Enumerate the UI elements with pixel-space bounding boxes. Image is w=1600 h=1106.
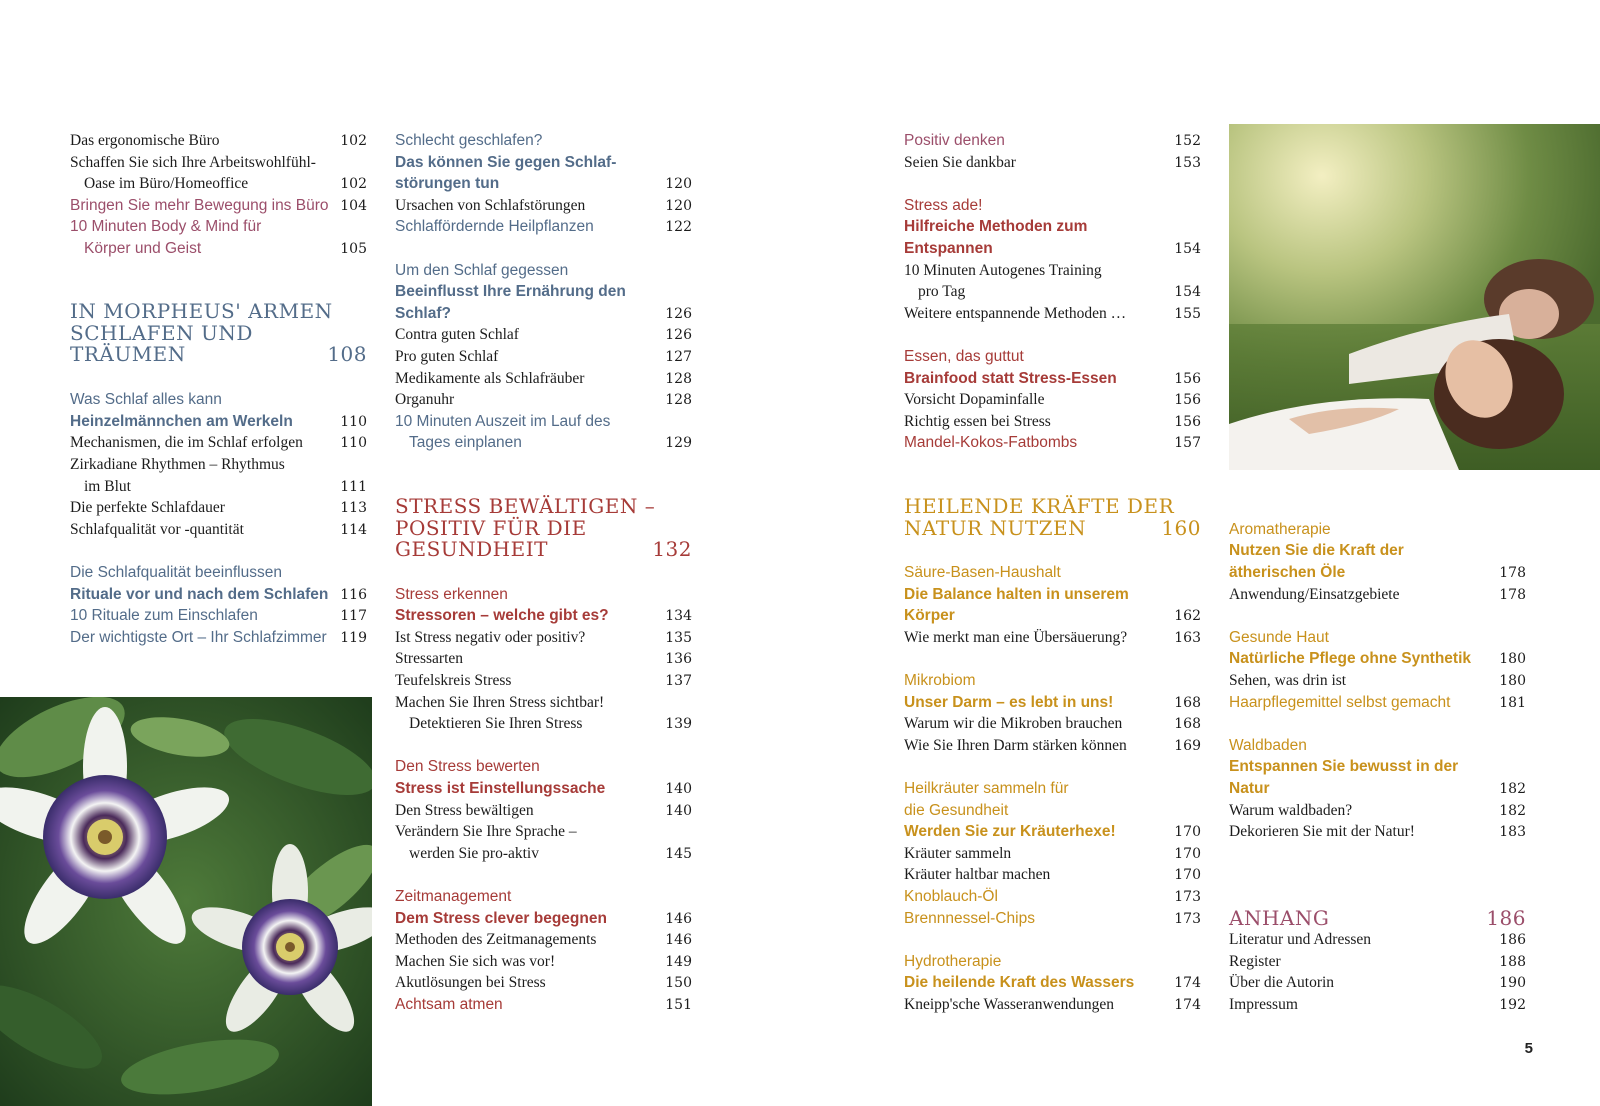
toc-entry[interactable]: Methoden des Zeitmanagements 146 <box>395 931 692 949</box>
section-kicker: Stress ade! <box>904 196 983 214</box>
toc-entry[interactable]: Oase im Büro/Homeoffice 102 <box>84 175 367 193</box>
toc-entry[interactable]: werden Sie pro-aktiv 145 <box>409 844 692 862</box>
toc-entry[interactable]: Register 188 <box>1229 952 1526 970</box>
section-kicker: Waldbaden <box>1229 736 1307 754</box>
toc-entry[interactable]: Sehen, was drin ist 180 <box>1229 672 1526 689</box>
toc-entry[interactable]: Literatur und Adressen 186 <box>1229 931 1526 949</box>
toc-entry[interactable]: Stressarten 136 <box>395 650 692 668</box>
toc-entry[interactable]: Kräuter sammeln 170 <box>904 844 1201 862</box>
toc-entry[interactable]: Achtsam atmen 151 <box>395 996 692 1013</box>
toc-entry[interactable]: Schlaffördernde Heilpflanzen 122 <box>395 218 692 236</box>
toc-entry[interactable]: Akutlösungen bei Stress 150 <box>395 974 692 992</box>
section-headline[interactable]: Entspannen Sie bewusst in der <box>1229 758 1459 776</box>
toc-entry[interactable]: Positiv denken 152 <box>904 132 1201 149</box>
toc-entry[interactable]: Machen Sie Ihren Stress sichtbar! <box>395 693 605 711</box>
section-kicker: Um den Schlaf gegessen <box>395 261 569 279</box>
toc-entry[interactable]: Verändern Sie Ihre Sprache – <box>395 823 577 841</box>
section-kicker: Was Schlaf alles kann <box>70 391 222 409</box>
toc-entry[interactable]: Richtig essen bei Stress 156 <box>904 412 1201 430</box>
women-relaxing-icon <box>1229 124 1600 470</box>
women-relaxing-photo <box>1229 124 1600 470</box>
toc-entry[interactable]: 10 Rituale zum Einschlafen 117 <box>70 607 367 625</box>
chapter-heading[interactable]: ANHANG 186 <box>1229 906 1526 930</box>
section-headline[interactable]: Dem Stress clever begegnen 146 <box>395 909 692 927</box>
passion-flower-icon <box>0 697 372 1106</box>
toc-entry[interactable]: Teufelskreis Stress 137 <box>395 672 692 689</box>
toc-entry[interactable]: Wie merkt man eine Übersäuerung? 163 <box>904 628 1201 646</box>
section-headline[interactable]: Rituale vor und nach dem Schlafen 116 <box>70 585 367 603</box>
section-headline[interactable]: Schlaf? 126 <box>395 304 692 322</box>
toc-entry[interactable]: Mandel-Kokos-Fatbombs 157 <box>904 434 1201 452</box>
section-kicker: die Gesundheit <box>904 801 1009 819</box>
toc-entry[interactable]: Schaffen Sie sich Ihre Arbeitswohlfühl- <box>70 153 316 171</box>
section-kicker: Zeitmanagement <box>395 888 512 905</box>
toc-entry[interactable]: Die perfekte Schlafdauer 113 <box>70 499 367 517</box>
toc-entry[interactable]: Medikamente als Schlafräuber 128 <box>395 369 692 387</box>
section-kicker: Mikrobiom <box>904 672 976 689</box>
toc-entry[interactable]: Anwendung/Einsatzgebiete 178 <box>1229 585 1526 603</box>
section-headline[interactable]: störungen tun 120 <box>395 175 692 193</box>
section-headline[interactable]: Unser Darm – es lebt in uns! 168 <box>904 693 1201 711</box>
toc-entry[interactable]: Dekorieren Sie mit der Natur! 183 <box>1229 823 1526 841</box>
toc-entry[interactable]: Impressum 192 <box>1229 996 1526 1013</box>
toc-entry[interactable]: im Blut 111 <box>84 477 367 495</box>
toc-entry[interactable]: Mechanismen, die im Schlaf erfolgen 110 <box>70 434 367 452</box>
toc-entry[interactable]: Machen Sie sich was vor! 149 <box>395 952 692 970</box>
section-headline[interactable]: Heinzelmännchen am Werkeln 110 <box>70 412 367 430</box>
section-headline[interactable]: ätherischen Öle 178 <box>1229 564 1526 581</box>
toc-entry[interactable]: Pro guten Schlaf 127 <box>395 348 692 365</box>
section-headline[interactable]: Stressoren – welche gibt es? 134 <box>395 607 692 625</box>
toc-entry[interactable]: Tages einplanen 129 <box>409 434 692 452</box>
toc-entry[interactable]: Körper und Geist 105 <box>84 240 367 257</box>
passion-flower-photo <box>0 697 372 1106</box>
chapter-heading[interactable]: HEILENDE KRÄFTE DER NATUR NUTZEN 160 <box>904 494 1201 540</box>
section-headline[interactable]: Beeinflusst Ihre Ernährung den <box>395 283 626 301</box>
section-kicker: Säure-Basen-Haushalt <box>904 564 1061 581</box>
section-headline[interactable]: Natur 182 <box>1229 780 1526 797</box>
section-kicker: Stress erkennen <box>395 585 508 603</box>
section-kicker: Den Stress bewerten <box>395 758 540 776</box>
section-kicker: Schlecht geschlafen? <box>395 132 543 149</box>
toc-entry[interactable]: Organuhr 128 <box>395 391 692 409</box>
section-kicker: Gesunde Haut <box>1229 628 1329 646</box>
section-kicker: Aromatherapie <box>1229 520 1331 538</box>
section-headline[interactable]: Hilfreiche Methoden zum <box>904 218 1088 236</box>
section-headline[interactable]: Körper 162 <box>904 607 1201 625</box>
page-number: 5 <box>1524 1040 1533 1057</box>
toc-entry[interactable]: Kräuter haltbar machen 170 <box>904 866 1201 884</box>
section-headline[interactable]: Nutzen Sie die Kraft der <box>1229 542 1404 560</box>
toc-entry[interactable]: Das ergonomische Büro 102 <box>70 132 367 149</box>
section-headline[interactable]: Das können Sie gegen Schlaf- <box>395 153 617 171</box>
section-headline[interactable]: Die Balance halten in unserem <box>904 585 1129 603</box>
toc-entry[interactable]: Über die Autorin 190 <box>1229 974 1526 992</box>
toc-entry[interactable]: Brennnessel-Chips 173 <box>904 909 1201 927</box>
toc-entry[interactable]: Ist Stress negativ oder positiv? 135 <box>395 628 692 646</box>
toc-entry[interactable]: pro Tag 154 <box>918 283 1201 301</box>
toc-entry[interactable]: Vorsicht Dopaminfalle 156 <box>904 391 1201 409</box>
section-kicker: Essen, das guttut <box>904 348 1024 365</box>
section-headline[interactable]: Stress ist Einstellungssache 140 <box>395 780 692 797</box>
toc-entry[interactable]: Weitere entspannende Methoden … 155 <box>904 304 1201 322</box>
toc-entry[interactable]: Warum wir die Mikroben brauchen 168 <box>904 715 1201 733</box>
toc-entry[interactable]: Seien Sie dankbar 153 <box>904 153 1201 171</box>
chapter-heading[interactable]: IN MORPHEUS' ARMEN SCHLAFEN UND TRÄUMEN 108 <box>70 299 367 367</box>
chapter-heading[interactable]: STRESS BEWÄLTIGEN – POSITIV FÜR DIE GESUNDHEIT 132 <box>395 494 692 562</box>
section-headline[interactable]: Die heilende Kraft des Wassers 174 <box>904 974 1201 992</box>
toc-entry[interactable]: 10 Minuten Body & Mind für <box>70 218 262 236</box>
toc-entry[interactable]: 10 Minuten Autogenes Training <box>904 261 1102 279</box>
section-headline[interactable]: Brainfood statt Stress-Essen 156 <box>904 369 1201 387</box>
toc-entry[interactable]: Wie Sie Ihren Darm stärken können 169 <box>904 736 1201 754</box>
section-headline[interactable]: Werden Sie zur Kräuterhexe! 170 <box>904 823 1201 841</box>
section-headline[interactable]: Natürliche Pflege ohne Synthetik 180 <box>1229 650 1526 668</box>
section-kicker: Heilkräuter sammeln für <box>904 780 1069 797</box>
toc-entry[interactable]: Ursachen von Schlafstörungen 120 <box>395 196 692 214</box>
toc-entry[interactable]: Knoblauch-Öl 173 <box>904 888 1201 905</box>
toc-entry[interactable]: Zirkadiane Rhythmen – Rhythmus <box>70 456 285 473</box>
section-kicker: Die Schlafqualität beeinflussen <box>70 564 282 581</box>
toc-entry[interactable]: Detektieren Sie Ihren Stress 139 <box>409 715 692 733</box>
toc-entry[interactable]: Haarpflegemittel selbst gemacht 181 <box>1229 693 1526 711</box>
toc-entry[interactable]: 10 Minuten Auszeit im Lauf des <box>395 412 611 430</box>
toc-entry[interactable]: Schlafqualität vor -quantität 114 <box>70 520 367 538</box>
toc-entry[interactable]: Der wichtigste Ort – Ihr Schlafzimmer 119 <box>70 628 367 646</box>
section-headline[interactable]: Entspannen 154 <box>904 240 1201 257</box>
section-kicker: Hydrotherapie <box>904 952 1002 970</box>
toc-entry[interactable]: Warum waldbaden? 182 <box>1229 801 1526 819</box>
toc-entry[interactable]: Bringen Sie mehr Bewegung ins Büro 104 <box>70 196 367 214</box>
toc-entry[interactable]: Kneipp'sche Wasseranwendungen 174 <box>904 996 1201 1013</box>
toc-entry[interactable]: Den Stress bewältigen 140 <box>395 801 692 819</box>
toc-entry[interactable]: Contra guten Schlaf 126 <box>395 326 692 344</box>
